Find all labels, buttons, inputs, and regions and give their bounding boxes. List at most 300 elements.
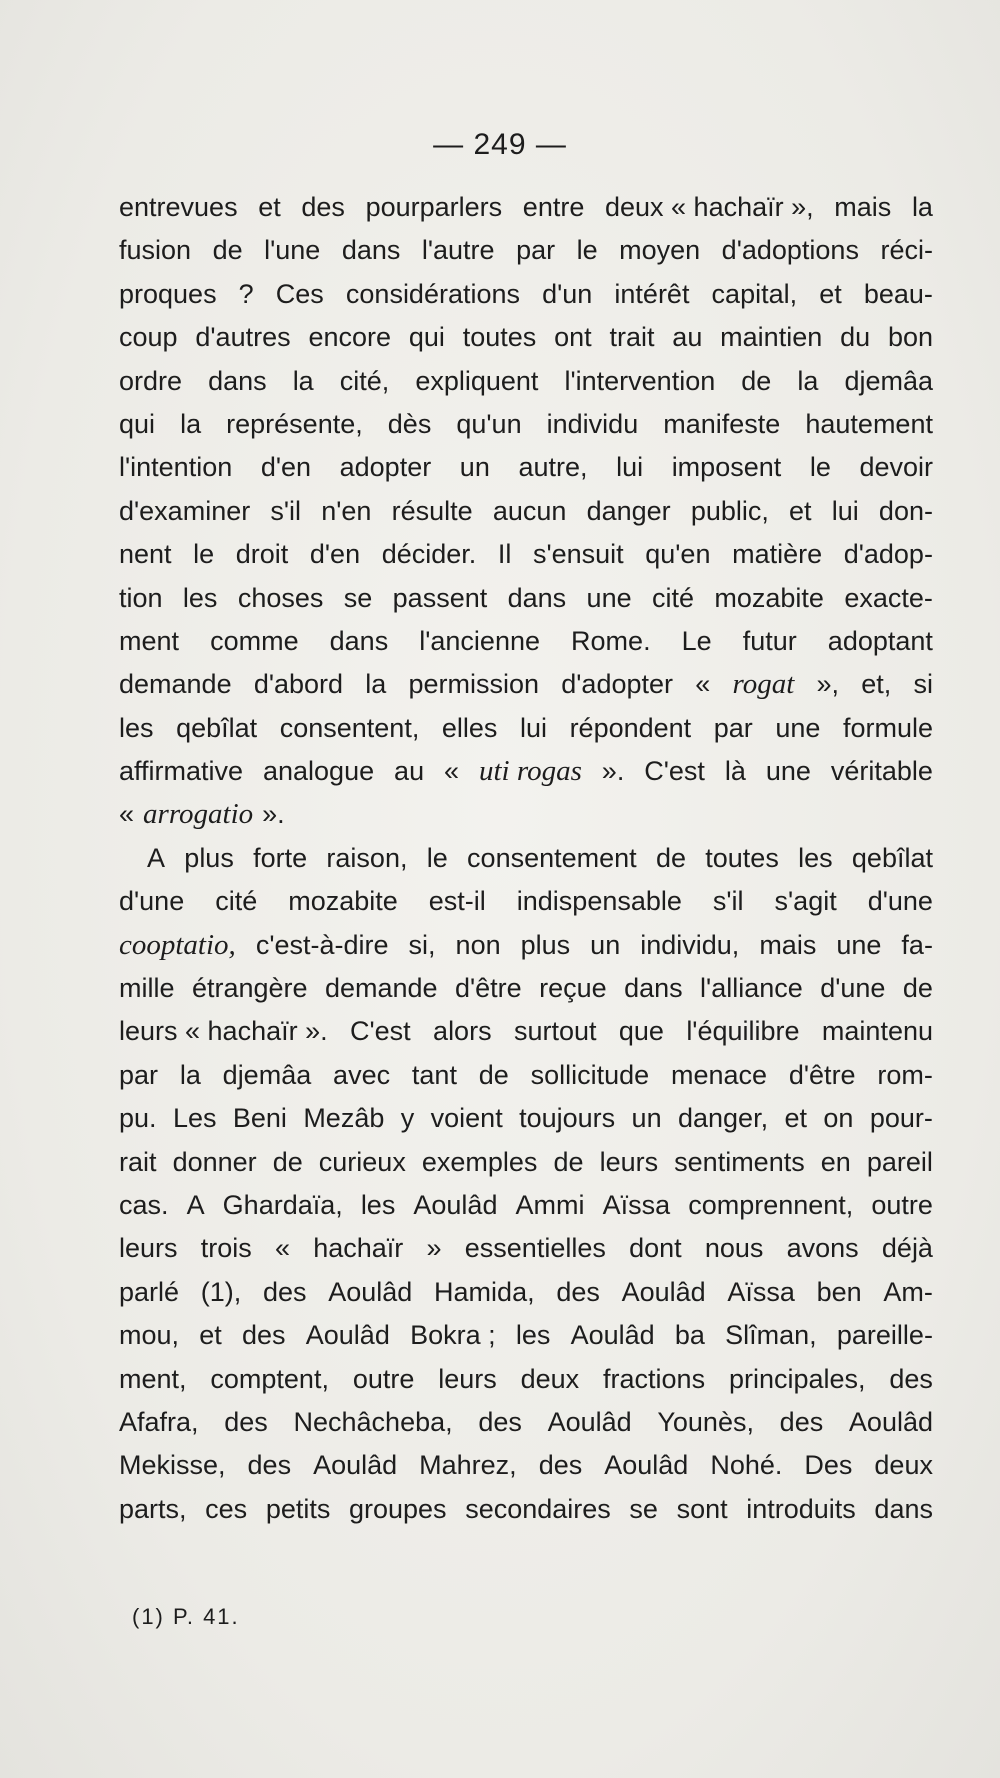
word: cas.	[119, 1189, 169, 1220]
word: expliquent	[415, 365, 539, 396]
word: bon	[887, 322, 933, 353]
word: comprennent,	[688, 1189, 854, 1220]
text-line	[119, 793, 933, 836]
word: en	[820, 1146, 851, 1177]
word: rait	[119, 1146, 157, 1177]
word: pourparlers	[365, 192, 503, 222]
word: sollicitude	[530, 1059, 650, 1090]
word: elles	[441, 712, 498, 743]
word: trait	[609, 322, 655, 353]
word: menace	[671, 1059, 768, 1090]
word: groupes	[348, 1493, 447, 1524]
word: don-	[878, 495, 933, 526]
word: toutes	[705, 842, 779, 873]
word: raison,	[326, 842, 408, 873]
word: un	[590, 929, 621, 960]
word: les	[798, 842, 833, 873]
word: manifeste	[663, 408, 781, 439]
word: voient	[430, 1103, 503, 1134]
word: rom-	[877, 1059, 933, 1090]
word: Slîman,	[725, 1320, 817, 1351]
word: ment,	[119, 1363, 187, 1394]
word: Aoulâd	[328, 1276, 413, 1307]
word: là	[724, 756, 746, 787]
word: ment	[119, 625, 180, 656]
word: étrangère	[191, 973, 308, 1004]
word: du	[840, 322, 871, 353]
word: par	[713, 712, 753, 743]
word: lui	[616, 452, 644, 483]
word: exacte-	[844, 582, 933, 613]
word: intérêt	[614, 278, 690, 309]
word: une	[586, 582, 632, 613]
word: mais	[834, 192, 892, 222]
word: capital,	[711, 278, 798, 309]
word: la	[179, 1059, 201, 1090]
word: de	[902, 973, 933, 1004]
word: le	[809, 452, 831, 483]
word: et	[789, 495, 812, 526]
word: Le	[681, 625, 712, 656]
word: la	[292, 365, 314, 396]
word: l'autre	[421, 235, 495, 266]
word: Mekisse,	[119, 1450, 226, 1481]
word: et	[784, 1103, 807, 1134]
word: de	[741, 365, 772, 396]
word: et	[199, 1320, 222, 1351]
word: alors	[433, 1016, 492, 1047]
word: Afafra,	[119, 1406, 199, 1437]
word: trois	[200, 1233, 252, 1264]
word: par	[119, 1059, 159, 1090]
word: fa-	[901, 929, 933, 960]
italic-word: arrogatio	[143, 798, 254, 831]
word: de	[272, 1146, 303, 1177]
word: se	[343, 582, 373, 613]
text-line	[119, 1054, 933, 1097]
word: nent	[119, 539, 172, 570]
word: donner	[172, 1146, 257, 1177]
word: Nechâcheba,	[293, 1406, 453, 1437]
word: consentement	[467, 842, 637, 873]
word: des	[538, 1450, 583, 1481]
word: sont	[676, 1493, 728, 1524]
word: d'être	[788, 1059, 856, 1090]
word: d'adopter	[561, 669, 674, 700]
word: considérations	[345, 278, 521, 309]
word: ».	[262, 799, 285, 830]
word: Younès,	[657, 1406, 754, 1437]
word: des	[301, 192, 345, 222]
text-line	[119, 967, 933, 1010]
word: Il	[497, 539, 512, 570]
text-line	[119, 446, 933, 489]
word: Aoulâd	[604, 1450, 689, 1481]
word: dans	[507, 582, 567, 613]
word: proques	[119, 278, 217, 309]
word: moyen	[619, 235, 701, 266]
word: d'adoptions	[721, 235, 859, 266]
word: »	[426, 1233, 442, 1264]
word: les	[119, 712, 154, 743]
word: des	[247, 1450, 292, 1481]
word: non	[455, 929, 501, 960]
text-line	[119, 1444, 933, 1487]
word: futur	[742, 625, 797, 656]
page-number: — 249 —	[433, 128, 567, 161]
word: pu.	[119, 1103, 157, 1134]
word: les	[360, 1189, 396, 1220]
word: Am-	[883, 1276, 933, 1307]
word: toujours	[519, 1103, 616, 1134]
word: des	[224, 1406, 268, 1437]
word: »,	[816, 669, 840, 700]
word: C'est	[644, 756, 705, 787]
italic-word: rogat	[732, 668, 795, 701]
word: A	[186, 1189, 205, 1220]
text-line	[119, 837, 933, 880]
word: le	[576, 235, 598, 266]
word: la	[180, 408, 202, 439]
word: danger	[586, 495, 671, 526]
text-line	[119, 1097, 933, 1140]
word: encore	[308, 322, 391, 353]
word: décider.	[381, 539, 477, 570]
word: se	[629, 1493, 658, 1524]
word: l'une	[264, 235, 321, 266]
word: représente,	[226, 408, 363, 439]
text-line	[119, 186, 933, 229]
word: pareil	[866, 1146, 933, 1177]
word: formule	[842, 712, 933, 743]
word: d'examiner	[119, 495, 251, 526]
word: Aoulâd	[313, 1450, 398, 1481]
word: l'équilibre	[686, 1016, 800, 1047]
word: de	[553, 1146, 584, 1177]
word: ».	[601, 756, 625, 787]
word: outre	[352, 1363, 415, 1394]
word: qui	[119, 408, 156, 439]
word: une	[775, 712, 821, 743]
word: qu'en	[645, 539, 711, 570]
word: résulte	[391, 495, 473, 526]
word: réci-	[880, 235, 933, 266]
word: cité	[215, 886, 258, 917]
word: lui	[831, 495, 859, 526]
word: Aoulâd	[848, 1406, 933, 1437]
word: hachaïr	[313, 1233, 404, 1264]
word: le	[426, 842, 448, 873]
word: des	[779, 1406, 824, 1437]
word: y	[400, 1103, 415, 1134]
word: leurs	[438, 1363, 497, 1394]
word: pareille-	[836, 1320, 933, 1351]
word: au	[672, 322, 703, 353]
word: ordre	[119, 365, 183, 396]
word: dans	[341, 235, 401, 266]
word: mais	[759, 929, 817, 960]
word: individu	[546, 408, 639, 439]
word: demande	[119, 669, 232, 700]
word: c'est-à-dire	[255, 929, 389, 960]
word: droit	[235, 539, 289, 570]
word: d'adop-	[843, 539, 933, 570]
word: cité,	[339, 365, 390, 396]
body-text	[119, 186, 933, 1531]
word: s'ensuit	[532, 539, 624, 570]
text-line	[119, 403, 933, 446]
word: entre	[522, 192, 585, 222]
word: demande	[324, 973, 438, 1004]
footnote: (1) P. 41.	[132, 1604, 240, 1629]
word: matière	[732, 539, 823, 570]
word: les	[515, 1320, 551, 1351]
italic-word: cooptatio,	[119, 928, 236, 961]
word: Ammi	[515, 1189, 585, 1220]
word: aucun	[492, 495, 567, 526]
word: qebîlat	[851, 842, 933, 873]
text-line	[119, 273, 933, 316]
word: coup	[119, 322, 178, 353]
word: Bokra ;	[410, 1320, 496, 1351]
italic-word: uti rogas	[479, 755, 582, 788]
word: Mahrez,	[419, 1450, 517, 1481]
word: avec	[333, 1059, 391, 1090]
word: A	[147, 842, 166, 873]
word: ben	[816, 1276, 862, 1307]
word: si	[913, 669, 933, 700]
text-line	[119, 1358, 933, 1401]
word: des	[556, 1276, 600, 1307]
word: par	[516, 235, 556, 266]
word: (1),	[200, 1276, 242, 1307]
word: analogue	[262, 756, 375, 787]
word: forte	[253, 842, 308, 873]
word: adoptant	[827, 625, 933, 656]
word: parlé	[119, 1276, 180, 1307]
word: entrevues	[119, 192, 238, 222]
word: la	[797, 365, 819, 396]
word: déjà	[881, 1233, 933, 1264]
word: n'en	[321, 495, 372, 526]
word: autre,	[518, 452, 588, 483]
word: deux	[520, 1363, 580, 1394]
word: d'une	[119, 886, 185, 917]
word: curieux	[318, 1146, 406, 1177]
word: leurs	[119, 1233, 178, 1264]
word: mozabite	[714, 582, 824, 613]
text-line	[119, 1141, 933, 1184]
word: beau-	[863, 278, 933, 309]
word: deux	[874, 1450, 933, 1481]
word: outre	[871, 1189, 933, 1220]
word: «	[695, 669, 711, 700]
word: indispensable	[516, 886, 682, 917]
word: sentiments	[674, 1146, 805, 1177]
text-line	[119, 1184, 933, 1227]
word: d'en	[309, 539, 361, 570]
word: des	[262, 1276, 307, 1307]
text-line	[119, 577, 933, 620]
word: Aoulâd	[413, 1189, 498, 1220]
word: ba	[674, 1320, 705, 1351]
word: de	[212, 235, 243, 266]
word: plus	[184, 842, 234, 873]
text-line	[119, 750, 933, 793]
word: dans	[874, 1493, 933, 1524]
word: «	[119, 799, 135, 830]
word: des	[242, 1320, 286, 1351]
word: surtout	[513, 1016, 597, 1047]
word: leurs « hachaïr ».	[119, 1016, 328, 1047]
word: avons	[786, 1233, 859, 1264]
word: Rome.	[571, 625, 651, 656]
text-line	[119, 533, 933, 576]
word: ces	[205, 1493, 248, 1524]
word: «	[274, 1233, 291, 1264]
word: «	[444, 756, 460, 787]
word: d'un	[542, 278, 593, 309]
text-line	[119, 1488, 933, 1531]
word: plus	[520, 929, 571, 960]
word: adopter	[339, 452, 432, 483]
word: Ces	[275, 278, 324, 309]
word: un	[631, 1103, 662, 1134]
word: nous	[704, 1233, 764, 1264]
word: tion	[119, 582, 163, 613]
word: mille	[119, 973, 175, 1004]
word: Aïssa	[602, 1189, 671, 1220]
word: d'abord	[253, 669, 344, 700]
word: Des	[804, 1450, 853, 1481]
word: mozabite	[288, 886, 398, 917]
word: affirmative	[119, 756, 244, 787]
word: véritable	[830, 756, 933, 787]
text-line	[119, 707, 933, 750]
word: s'il	[712, 886, 744, 917]
word: est-il	[428, 886, 486, 917]
word: qu'un	[456, 408, 522, 439]
word: la	[365, 669, 387, 700]
word: s'agit	[774, 886, 837, 917]
word: passent	[392, 582, 488, 613]
word: d'en	[260, 452, 312, 483]
word: Aïssa	[727, 1276, 795, 1307]
word: dans	[329, 625, 389, 656]
word: principales,	[728, 1363, 866, 1394]
word: l'ancienne	[419, 625, 540, 656]
word: maintien	[720, 322, 823, 353]
text-line	[119, 360, 933, 403]
word: qui	[408, 322, 445, 353]
word: djemâa	[844, 365, 933, 396]
word: pour-	[869, 1103, 933, 1134]
word: dont	[629, 1233, 682, 1264]
word: exemples	[421, 1146, 538, 1177]
word: une	[836, 929, 882, 960]
word: l'intervention	[564, 365, 716, 396]
word: une	[765, 756, 811, 787]
text-line	[119, 1314, 933, 1357]
word: individu,	[640, 929, 740, 960]
word: mou,	[119, 1320, 180, 1351]
word: lui	[519, 712, 547, 743]
word: un	[459, 452, 490, 483]
word: Mezâb	[303, 1103, 385, 1134]
word: Nohé.	[710, 1450, 783, 1481]
word: et,	[861, 669, 892, 700]
word: Aoulâd	[621, 1276, 706, 1307]
word: deux « hachaïr »,	[604, 192, 814, 222]
word: et	[819, 278, 842, 309]
word: maintenu	[821, 1016, 933, 1047]
word: dans	[208, 365, 267, 396]
word: Aoulâd	[305, 1320, 390, 1351]
word: les	[182, 582, 218, 613]
word: cité	[651, 582, 695, 613]
word: la	[911, 192, 933, 222]
word: ont	[554, 322, 592, 353]
word: qebîlat	[176, 712, 258, 743]
word: et	[258, 192, 281, 222]
word: Hamida,	[434, 1276, 535, 1307]
word: Aoulâd	[547, 1406, 632, 1437]
word: danger,	[677, 1103, 769, 1134]
word: C'est	[350, 1016, 411, 1047]
word: de	[655, 842, 686, 873]
text-line	[119, 663, 933, 706]
word: introduits	[746, 1493, 856, 1524]
word: Aoulâd	[570, 1320, 655, 1351]
word: imposent	[671, 452, 782, 483]
text-line	[119, 620, 933, 663]
word: le	[193, 539, 215, 570]
text-line	[119, 316, 933, 359]
word: des	[478, 1406, 522, 1437]
word: petits	[265, 1493, 331, 1524]
text-line	[119, 1271, 933, 1314]
word: permission	[408, 669, 540, 700]
word: consentent,	[279, 712, 420, 743]
word: d'autres	[195, 322, 291, 353]
word: public,	[690, 495, 769, 526]
word: si,	[408, 929, 436, 960]
word: Les	[172, 1103, 217, 1134]
word: parts,	[119, 1493, 187, 1524]
word: fractions	[603, 1363, 706, 1394]
word: toutes	[462, 322, 537, 353]
word: hautement	[805, 408, 933, 439]
word: leurs	[599, 1146, 659, 1177]
word: Ghardaïa,	[222, 1189, 343, 1220]
word: des	[889, 1363, 933, 1394]
word: djemâa	[222, 1059, 312, 1090]
word: d'être	[454, 973, 522, 1004]
word: fusion	[119, 235, 192, 266]
text-line	[119, 1010, 933, 1053]
word: répondent	[569, 712, 692, 743]
word: d'une	[820, 973, 886, 1004]
text-line	[119, 1227, 933, 1270]
word: devoir	[859, 452, 933, 483]
text-line	[119, 880, 933, 923]
word: dès	[387, 408, 432, 439]
word: dans	[624, 973, 683, 1004]
word: tant	[411, 1059, 457, 1090]
word: au	[394, 756, 425, 787]
word: l'intention	[119, 452, 233, 483]
word: d'une	[867, 886, 933, 917]
